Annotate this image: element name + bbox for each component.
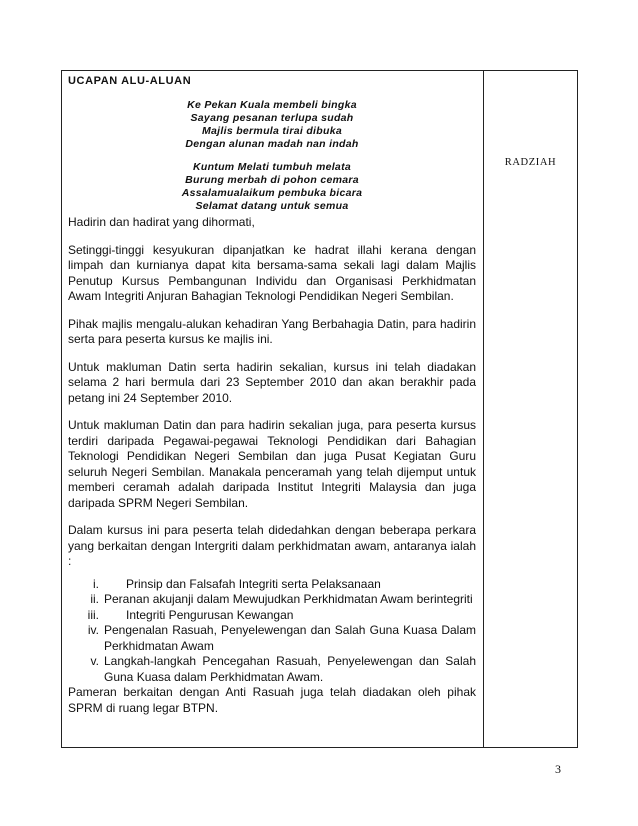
list-text: Langkah-langkah Pencegahan Rasuah, Penyelewengan dan Salah Guna Kuasa dalam Perkhidmatan Awam. bbox=[104, 654, 476, 684]
pantun-line: Kuntum Melati tumbuh melata bbox=[192, 161, 352, 173]
section-title: UCAPAN ALU-ALUAN bbox=[68, 75, 192, 87]
pantun-line: Selamat datang untuk semua bbox=[195, 200, 349, 212]
pantun-line: Burung merbah di pohon cemara bbox=[185, 174, 359, 186]
list-number: i. bbox=[93, 576, 99, 591]
pantun-line: Dengan alunan madah nan indah bbox=[185, 138, 359, 150]
pantun-line: Ke Pekan Kuala membeli bingka bbox=[187, 99, 357, 111]
list-item bbox=[68, 654, 476, 685]
closing-paragraph: Pameran berkaitan dengan Anti Rasuah juga telah diadakan oleh pihak SPRM di ruang legar BTPN. bbox=[68, 685, 476, 715]
paragraph: Dalam kursus ini para peserta telah didedahkan dengan beberapa perkara yang berkaitan dengan Intergriti dalam perkhidmatan awam, antaranya ialah : bbox=[68, 523, 476, 568]
speaker-name: RADZIAH bbox=[504, 157, 557, 168]
list-text: Pengenalan Rasuah, Penyelewengan dan Salah Guna Kuasa Dalam Perkhidmatan Awam bbox=[104, 623, 476, 653]
list-item bbox=[68, 623, 476, 654]
list-text: Prinsip dan Falsafah Integriti serta Pelaksanaan bbox=[126, 576, 381, 591]
list-item bbox=[68, 592, 476, 608]
page-number: 3 bbox=[555, 762, 561, 776]
pantun-stanza bbox=[68, 161, 476, 213]
speech-cell bbox=[68, 75, 476, 728]
paragraph: Setinggi-tinggi kesyukuran dipanjatkan ke hadrat illahi kerana dengan limpah dan kurnianya dapat kita bersama-sama sekali lagi dalam Majlis Penutup Kursus Pembangunan Individu dan Organisasi Perkhidmatan Awam Integriti Anjuran Bahagian Teknologi Pendidikan Negeri Sembilan. bbox=[68, 242, 476, 303]
column-divider bbox=[483, 71, 484, 747]
list-number: iii. bbox=[87, 607, 99, 622]
topic-list bbox=[68, 577, 476, 686]
pantun bbox=[68, 99, 476, 213]
pantun-stanza bbox=[68, 99, 476, 151]
list-number: v. bbox=[90, 654, 99, 668]
list-item bbox=[68, 608, 476, 624]
pantun-line: Majlis bermula tirai dibuka bbox=[202, 125, 342, 137]
list-text: Integriti Pengurusan Kewangan bbox=[126, 607, 294, 622]
list-number: iv. bbox=[87, 623, 99, 637]
script-table bbox=[61, 70, 578, 748]
pantun-line: Sayang pesanan terlupa sudah bbox=[190, 112, 354, 124]
pantun-line: Assalamualaikum pembuka bicara bbox=[181, 187, 363, 199]
paragraph: Untuk makluman Datin dan para hadirin sekalian juga, para peserta kursus terdiri daripada Pegawai-pegawai Teknologi Pendidikan dari Bahagian Teknologi Pendidikan Negeri Sembilan dan juga Pusat Kegiatan Guru seluruh Negeri Sembilan. Manakala penceramah yang telah dijemput untuk memberi ceramah adalah daripada Institut Integriti Malaysia dan juga daripada SPRM Negeri Sembilan. bbox=[68, 418, 476, 510]
greeting: Hadirin dan hadirat yang dihormati, bbox=[68, 215, 255, 229]
paragraph: Pihak majlis mengalu-alukan kehadiran Yang Berbahagia Datin, para hadirin serta para peserta kursus ke majlis ini. bbox=[68, 316, 476, 346]
list-item bbox=[68, 577, 476, 593]
list-number: ii. bbox=[90, 592, 99, 606]
list-text: Peranan akujanji dalam Mewujudkan Perkhidmatan Awam berintegriti bbox=[104, 592, 473, 606]
paragraph: Untuk makluman Datin serta hadirin sekalian, kursus ini telah diadakan selama 2 hari bermula dari 23 September 2010 dan akan berakhir pada petang ini 24 September 2010. bbox=[68, 359, 476, 405]
